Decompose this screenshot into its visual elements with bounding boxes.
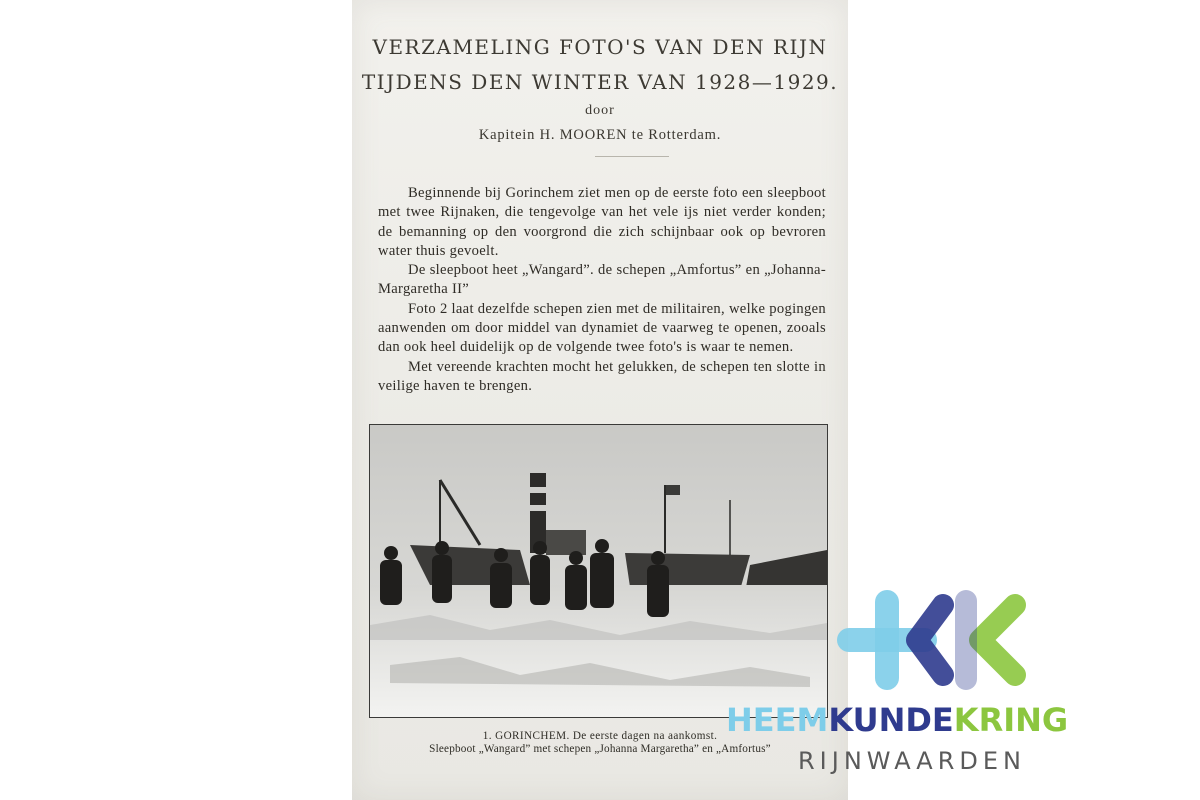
flag [666,485,680,495]
tugboat-funnel [530,473,546,553]
paragraph-4: Met vereende krachten mocht het gelukken, de schepen ten slotte in veilige haven te brengen. [378,358,826,394]
logo-word-kring: KRING [953,701,1069,739]
paragraph-2: De sleepboot heet „Wangard”. de schepen „Amfortus” en „Johanna-Margaretha II” [378,262,826,298]
byline: door [585,103,615,118]
funnel-band-2 [530,505,546,511]
logo-subtitle: RIJNWAARDEN [798,747,1026,775]
document-title-line-2: TIJDENS DEN WINTER VAN 1928—1929. [361,70,839,94]
photo-caption-line-1: 1. GORINCHEM. De eerste dagen na aankomst. [482,730,718,742]
logo-wordmark [726,701,1156,739]
logo-word-heem: HEEM [726,701,829,739]
paragraph-1: Beginnende bij Gorinchem ziet men op de eerste foto een sleepboot met twee Rijnaken, die tengevolge van het vele ijs niet verder konden; de bemanning op den voorgrond die zich schijnbaar ook op bevroren water thuis gevoelt. [378,185,826,259]
author-line: Kapitein H. MOOREN te Rotterdam. [478,127,722,143]
photo-caption-line-2: Sleepboot „Wangard” met schepen „Johanna Margaretha” en „Amfortus” [429,743,771,755]
body-text [378,184,826,396]
paragraph-3: Foto 2 laat dezelfde schepen zien met de militairen, welke pogingen aanwenden om door middel van dynamiet de vaarweg te openen, zooals dan ook heel duidelijk op de volgende twee foto's is waar te nemen. [378,300,826,356]
wheelhouse [546,530,586,555]
funnel-band [530,487,546,493]
divider-rule [595,156,669,157]
document-title-line-1: VERZAMELING FOTO'S VAN DEN RIJN [372,35,828,59]
heemkundekring-logo [720,585,1160,785]
logo-word-kunde: KUNDE [828,701,954,739]
logo-mark-icon [835,585,1035,695]
